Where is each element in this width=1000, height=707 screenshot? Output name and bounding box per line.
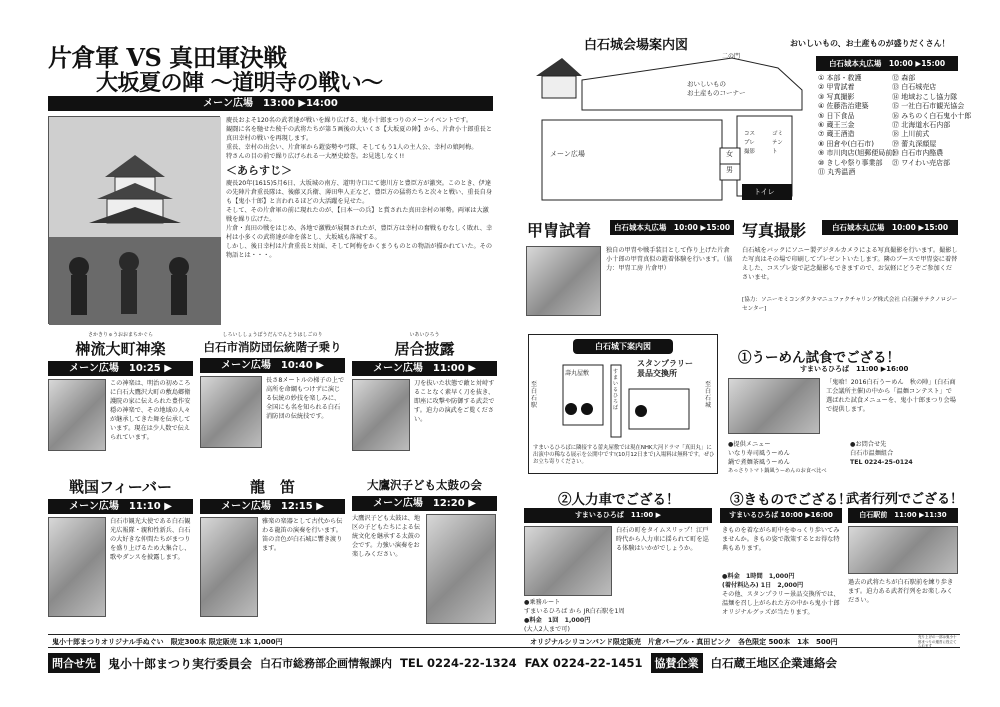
- main-intro-3: 重長、幸村の出会い、片倉軍から鎧姿勢や弓隊、そしてもう1人の主人公、幸村の娘阿梅。: [226, 144, 478, 151]
- shop-map-right: 至白石城: [705, 381, 712, 409]
- event-iai-title: 居合披露: [394, 340, 455, 358]
- event-ladder: [200, 332, 345, 466]
- synopsis-4: しかし、後日幸村は片倉重長と対面、そして阿梅をかくまうものとの物語が描かれていた。その物語とは・・・。: [226, 243, 493, 259]
- event-ryuteki-place: メーン広場 12:15 ▶: [200, 499, 345, 514]
- goods-left: 鬼小十郎まつりオリジナル手ぬぐい 限定300本 限定販売 1本 1,000円: [52, 638, 283, 646]
- parade-place: 白石駅前 11:00 ▶11:30: [848, 508, 958, 523]
- ryuteki-photo: [200, 517, 258, 617]
- footer-org: 鬼小十郎まつり実行委員会: [108, 656, 253, 671]
- venue-souvenir-label: おいしいもの お土産ものコーナー: [687, 80, 746, 97]
- souvenir-item: ⑯ みちのく白石鬼小十郎: [892, 111, 972, 120]
- kagura-photo: [48, 379, 106, 451]
- kimono-fee-2: (着付料込み) 1日 2,000円: [722, 582, 804, 589]
- venue-top-label: 二の門: [722, 53, 741, 60]
- souvenir-item: ① 本部・救護: [818, 74, 862, 82]
- souvenir-header: 白石城本丸広場 10:00 ▶15:00: [816, 56, 958, 71]
- kimono-title: ③きものでござる！: [730, 492, 852, 508]
- parade-body: 過去の武将たちが白石駅前を練り歩きます。迫力ある武者行列をお楽しみください。: [848, 579, 954, 604]
- event-ryuteki-body: 雅楽の楽器として古代から伝わる龍笛の演奏を行います。笛の音色が白石城に響き渡ります。: [262, 518, 343, 552]
- souvenir-item: ⑫ 森部: [892, 74, 916, 82]
- souvenir-item: ⑧ 田倉や(白石市): [818, 139, 874, 148]
- footer-sponsor: 白石蔵王地区企業連絡会: [710, 656, 837, 670]
- photo-place: 白石城本丸広場 10:00 ▶15:00: [822, 220, 958, 235]
- main-intro-4: 特さんの目の前で繰り広げられる一大歴史絵巻。お見逃しなく!!: [226, 153, 405, 160]
- souvenir-list-left: [818, 74, 895, 177]
- event-sengoku-body: 白石市観光大使である白石観光広報隊・親和性新兵、白石の大好きな仲間たちがまつりを盛り上げるため大集合し、歌やダンスを披露します。: [110, 518, 191, 561]
- main-intro: 慶長およそ120名の武者達が戦いを繰り広げる、鬼小十郎まつりのメーンイベントです。: [226, 117, 473, 124]
- kimono-body: きものを着ながら町中をゆっくり歩いてみませんか。きもの姿で散策するとお得な特典もあります。: [722, 527, 840, 552]
- event-kagura-title: 榊流大町神楽: [75, 340, 166, 358]
- kimono-note: その他、スタンプラリー景品交換所では、温麺を召し上がられた方の中から鬼小十郎オリジナルグッズが当たります。: [722, 591, 840, 616]
- event-sengoku-fever: [48, 476, 193, 632]
- event-iai-body: 刀を抜いた状態で敵と対峙することなく素早く刀を抜き、即座に攻撃や防御する武芸です。迫力の演武をご覧ください。: [414, 380, 495, 423]
- souvenir-item: ⑬ 白石城売店: [892, 83, 937, 92]
- photo-body: 白石城をバックにソニー製デジタルカメラによる写真撮影を行います。撮影した写真はその場で印刷してプレゼントいたします。隣のブースで甲冑姿に着替えした、コスプレ姿で記念撮影もできますので、お気軽にどうぞご参加くださいませ。: [742, 247, 958, 281]
- kimono-place: すまいるひろば 10:00 ▶16:00: [720, 508, 842, 523]
- souvenir-item: ⑥ 蔵王三金: [818, 121, 855, 130]
- photo-credit: [協力：ソニーモミコンダクタマニュファクチャリング株式会社 白石鐘サテクノロジーセンター]: [742, 297, 958, 312]
- footer-contact-label: 問合せ先: [48, 653, 100, 673]
- taiko-photo: [426, 514, 496, 624]
- event-iai-ruby: いあいひろう: [409, 332, 440, 338]
- udon-title: ①うーめん試食でござる！: [738, 350, 900, 366]
- goods-right: オリジナルシリコンバンド限定販売 片倉パープル・真田ピンク 各色限定 500本 1本 500円: [530, 638, 838, 646]
- armor-title: 甲冑試着: [527, 221, 592, 240]
- synopsis-2: そして、その片倉軍の前に現れたのが、【日本一の兵】と賞された真田幸村の軍勢。両軍は大激戦を繰り広げた。: [226, 207, 489, 223]
- synopsis-1: 慶長20年(1615)5月6日、大坂城の南方、道明寺口にて徳川方と豊臣方が激突。このとき、伊達の先陣片倉重長隊は、後藤又兵衛、薄田隼人正など、豊臣方の猛将たちと次々と戦い、重長自身も【鬼小十郎】と言われるほどの大活躍を見せた。: [226, 180, 493, 205]
- venue-toilet-label: トイレ: [754, 188, 775, 196]
- udon-menu-3: あっさりトマト鍋風うーめんのお食べ比べ: [728, 468, 827, 474]
- synopsis-heading: ＜あらすじ＞: [226, 164, 292, 177]
- event-ladder-body: 長さ8メートルの梯子の上で高所を命綱もつけずに演じる伝統の妙技を楽しみに、全国にも名を知られる白石消防団の伝統技です。: [266, 377, 345, 420]
- udon-place: すまいるひろば 11:00 ▶16:00: [800, 365, 909, 373]
- souvenir-item: ② 甲冑試着: [818, 83, 855, 92]
- rickshaw-title: ②人力車でござる！: [558, 492, 680, 508]
- goods-line: [48, 634, 960, 648]
- shop-map-stamp: スタンプラリー 景品交換所: [637, 359, 693, 378]
- castle-battle-photo: [48, 116, 220, 324]
- udon-contact-name: 白石市温麺組合: [850, 450, 894, 457]
- event-iai-place: メーン広場 11:00 ▶: [352, 361, 497, 376]
- event-ryuteki-title: 龍 笛: [249, 478, 295, 496]
- souvenir-title: おいしいもの、お土産ものが盛りだくさん！: [790, 39, 950, 48]
- iai-photo: [352, 379, 410, 451]
- souvenir-item: ⑤ 日下食品: [818, 111, 855, 120]
- venue-map: [522, 50, 812, 208]
- event-taiko-body: 大鷹沢子ども太鼓は、地区の子どもたちによる伝統文化を継承する太鼓の会です。力強い演奏をお楽しみください。: [352, 515, 421, 558]
- shop-map-label1: 壽丸屋敷: [565, 370, 590, 377]
- rickshaw-fee: ●料金 1回 1,000円: [524, 617, 591, 624]
- footer: [48, 652, 960, 674]
- venue-booth-label: コスプレ撮影: [744, 131, 756, 155]
- udon-contact-tel: TEL 0224-25-0124: [850, 459, 913, 466]
- souvenir-item: ㉑ ワイわい売店部: [892, 158, 951, 167]
- armor-place: 白石城本丸広場 10:00 ▶15:00: [610, 220, 734, 235]
- venue-main-square-label: メーン広場: [550, 150, 585, 158]
- ladder-photo: [200, 376, 262, 448]
- souvenir-item: ⑪ 丸秀温酒: [818, 168, 856, 177]
- synopsis-3: 片倉・真田の戦をはじめ、各地で激戦が展開されたが、豊臣方は幸村の奮戦もむなしく敗れ、幸村は小多くの武将達が命を落とし、大坂城も落城する。: [226, 225, 493, 241]
- footer-dept: 白石市総務部企画情報課内: [260, 657, 393, 670]
- event-taiko-place: メーン広場 12:20 ▶: [352, 496, 497, 511]
- main-place-bar: メーン広場 13:00 ▶14:00: [48, 96, 493, 111]
- shop-map-mid: すまいるひろば: [613, 369, 619, 411]
- shop-map-note: すまいるひろばに隣接する蕾丸屋敷では現在NHK大河ドラマ「真田丸」に出演中の稀なる展示を公開中です!(10月12日まで)入場料は無料です。ぜひお立ち寄りください。: [533, 445, 715, 465]
- event-ladder-place: メーン広場 10:40 ▶: [200, 358, 345, 373]
- main-title-2: 大坂夏の陣 ～道明寺の戦い～: [96, 70, 383, 96]
- photo-title: 写真撮影: [742, 221, 807, 240]
- udon-menu-label: ●提供メニュー: [728, 441, 771, 448]
- event-taiko: [352, 476, 497, 629]
- souvenir-item: ⑦ 蔵王酒造: [818, 130, 855, 139]
- venue-gate-label: ゴミテント: [772, 131, 784, 155]
- main-intro-2: 観闘に名を馳せた稜千の武将たちが第５画後の大いくさ【大坂夏の陣】から、片倉小十郎重長と真田幸村の戦いを再現します。: [226, 126, 493, 142]
- rickshaw-place: すまいるひろば 11:00 ▶: [524, 508, 712, 523]
- venue-men-label: 男: [726, 166, 733, 174]
- venue-women-label: 女: [726, 150, 733, 158]
- footer-tel: TEL 0224-22-1324: [400, 656, 517, 670]
- venue-map-title: 白石城会場案内図: [584, 38, 689, 53]
- souvenir-item: ⑱ 上川前式: [892, 130, 930, 139]
- rickshaw-photo: [524, 526, 612, 596]
- udon-body: 「鬼喰！2016白石うーめん 秋の陣」(白石商工会議所主催)の中から「温麺コンテスト」で選ばれた試食メニューを、鬼小十郎まつり会場で提供します。: [826, 379, 956, 413]
- sengoku-photo: [48, 517, 106, 617]
- kimono-fee-1: ●料金 1時間 1,000円: [722, 573, 795, 580]
- event-iai: [352, 332, 497, 469]
- shop-map-title: 白石城下案内図: [573, 339, 673, 354]
- souvenir-item: ⑮ 一社白石市観光協会: [892, 102, 965, 111]
- event-ladder-ruby: しろいししょうぼうだんでんとうはしごのり: [222, 332, 323, 338]
- rickshaw-route-label: ●乗務ルート: [524, 599, 561, 606]
- footer-fax: FAX 0224-22-1451: [524, 656, 643, 670]
- armor-body: 独自の甲冑や戦手装目として作り上げた片倉小十郎の甲冑真似の鎧着体験を行います。（協力：甲冑工房 片倉甲）: [606, 247, 733, 272]
- souvenir-item: ⑩ きしや祭り事業部: [818, 158, 883, 167]
- goods-right-note: 売り上げの一部は鬼小十郎まつりの運営に役立てられます: [918, 635, 957, 648]
- shop-map: [528, 334, 718, 474]
- souvenir-item: ⑭ 地域おこし協力隊: [892, 92, 958, 101]
- udon-menu-1: いなり寿司風うーめん: [728, 450, 790, 457]
- footer-sponsor-label: 協賛企業: [651, 653, 703, 673]
- souvenir-item: ③ 写真撮影: [818, 92, 855, 101]
- udon-menu-2: 鍋で煮麺茶風うーめん: [728, 459, 790, 466]
- event-sengoku-title: 戦国フィーバー: [68, 478, 173, 496]
- rickshaw-body: 白石の町をタイムスリップ！江戸時代から人力車に揺られて町を巡る体験はいかがでしょうか。: [616, 527, 709, 552]
- souvenir-item: ⑨ 市川肉店(旭郵便局前): [818, 149, 895, 158]
- souvenir-item: ⑲ 蕾丸深顔屋: [892, 139, 937, 148]
- event-kagura-place: メーン広場 10:25 ▶: [48, 361, 193, 376]
- udon-contact-label: ●お問合せ先: [850, 441, 887, 448]
- parade-title: 武者行列でござる！: [846, 492, 964, 507]
- souvenir-item: ⑳ 白石市内酪農: [892, 149, 944, 158]
- event-taiko-title: 大鷹沢子ども太鼓の会: [367, 478, 482, 492]
- event-ryuteki: [200, 476, 345, 632]
- rickshaw-fee-note: (大人2人まで可): [524, 626, 570, 633]
- event-kagura-body: この神楽は、明治の初めころに白石大鷹沢大町の敷島郷衛護院の家に伝えられた豊作安穏の神楽で、その地域の人々が継承してきた舞を伝承しています。現在は少人数で伝えられています。: [110, 380, 191, 441]
- event-kagura-ruby: さかきりゅうおおまちかぐら: [87, 332, 153, 338]
- armor-photo: [526, 246, 601, 316]
- udon-photo: [728, 378, 820, 434]
- souvenir-item: ④ 佐藤浩治建築: [818, 102, 869, 111]
- shop-map-left: 至白石駅: [531, 381, 538, 409]
- event-sengoku-place: メーン広場 11:10 ▶: [48, 499, 193, 514]
- souvenir-list-right: [892, 74, 972, 168]
- parade-photo: [848, 526, 958, 574]
- rickshaw-route: すまいるひろば から JR白石駅を1周: [524, 608, 625, 615]
- event-kagura: [48, 332, 193, 469]
- event-ladder-title: 白石市消防団伝統階子乗り: [203, 340, 342, 354]
- souvenir-item: ⑰ 北海道水石内部: [892, 121, 951, 130]
- main-title-1: 片倉軍 VS 真田軍決戦: [48, 43, 287, 72]
